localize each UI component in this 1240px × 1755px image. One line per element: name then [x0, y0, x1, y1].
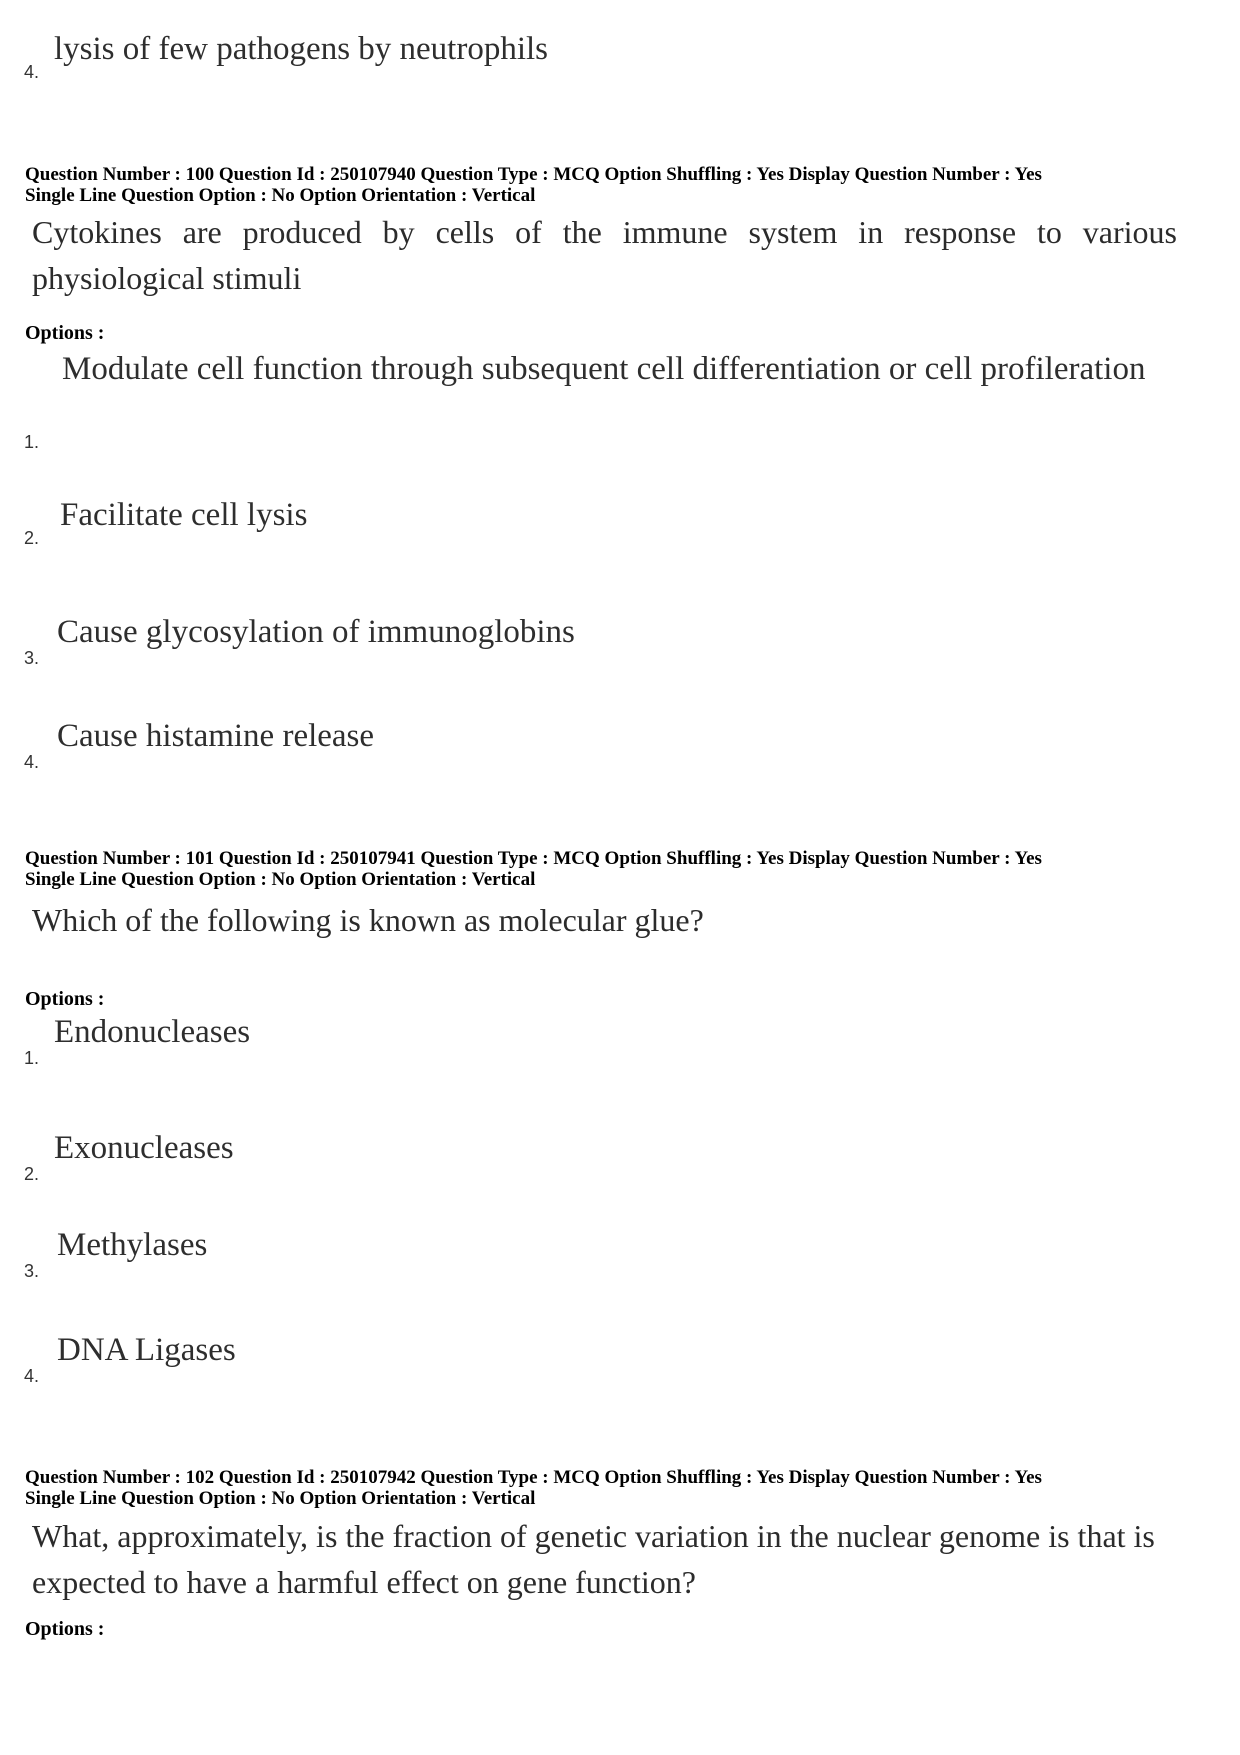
option-text: Endonucleases: [54, 1014, 251, 1050]
option-number: 2.: [24, 528, 40, 548]
option-text: Cause histamine release: [57, 718, 375, 754]
option-text: Methylases: [57, 1227, 208, 1263]
option-text: DNA Ligases: [57, 1332, 236, 1368]
question-meta-line: Question Number : 100 Question Id : 250107940 Question Type : MCQ Option Shuffling : Yes Display Question Number : Yes: [25, 164, 1042, 185]
option-number: 3.: [24, 1261, 40, 1281]
question-meta: [25, 848, 1215, 890]
options-label: Options :: [25, 988, 105, 1010]
option-text: Modulate cell function through subsequent cell differentiation or cell profileration: [62, 351, 1146, 387]
question-meta: [25, 164, 1215, 206]
question-meta-line: Single Line Question Option : No Option Orientation : Vertical: [25, 185, 536, 206]
question-meta-line: Question Number : 102 Question Id : 250107942 Question Type : MCQ Option Shuffling : Yes Display Question Number : Yes: [25, 1467, 1042, 1488]
option-number: 1.: [24, 1048, 40, 1068]
question-text: Which of the following is known as molecular glue?: [32, 902, 704, 938]
question-text: What, approximately, is the fraction of genetic variation in the nuclear genome is that is expected to have a harmful effect on gene function?: [32, 1518, 1155, 1600]
option-number: 4.: [24, 1366, 40, 1386]
option-number: 2.: [24, 1164, 40, 1184]
option-text: lysis of few pathogens by neutrophils: [54, 31, 549, 67]
option-number: 4.: [24, 752, 40, 772]
question-meta-line: Single Line Question Option : No Option Orientation : Vertical: [25, 869, 536, 890]
option-number: 1.: [24, 432, 40, 452]
options-label: Options :: [25, 322, 105, 344]
question-meta-line: Single Line Question Option : No Option Orientation : Vertical: [25, 1488, 536, 1509]
option-number: 4.: [24, 62, 40, 82]
question-meta: [25, 1467, 1215, 1509]
option-text: Exonucleases: [54, 1130, 234, 1166]
option-number: 3.: [24, 648, 40, 668]
option-text: Cause glycosylation of immunoglobins: [57, 614, 575, 650]
option-text: Facilitate cell lysis: [60, 497, 308, 533]
question-text: Cytokines are produced by cells of the immune system in response to various physiological stimuli: [32, 214, 1177, 296]
options-label: Options :: [25, 1618, 105, 1640]
question-meta-line: Question Number : 101 Question Id : 250107941 Question Type : MCQ Option Shuffling : Yes Display Question Number : Yes: [25, 848, 1042, 869]
